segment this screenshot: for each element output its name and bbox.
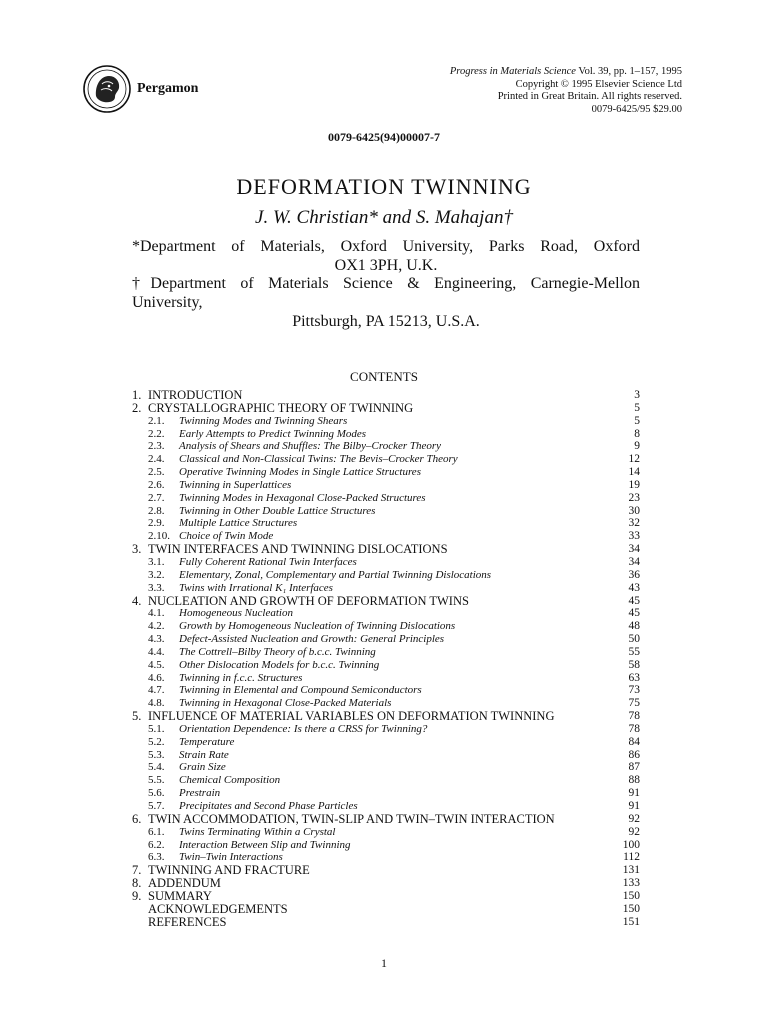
toc-entry-page: 84 (628, 735, 640, 748)
toc-entry-page: 33 (628, 530, 640, 543)
printed-line: Printed in Great Britain. All rights reserved. (497, 91, 682, 102)
toc-entry-number: 4.8. (148, 697, 165, 710)
toc-entry-page: 151 (622, 915, 640, 928)
table-of-contents (132, 389, 640, 928)
toc-entry-title: TWINNING AND FRACTURE (148, 863, 310, 878)
toc-entry-title: Elementary, Zonal, Complementary and Partial Twinning Dislocations (179, 568, 492, 581)
toc-entry-number: 5.1. (148, 722, 165, 735)
toc-entry-title: The Cottrell–Bilby Theory of b.c.c. Twinning (179, 645, 376, 658)
toc-entry-number: 3.3. (148, 581, 165, 594)
journal-details: Vol. 39, pp. 1–157, 1995 (578, 66, 682, 77)
toc-entry-number: 3. (132, 542, 142, 557)
toc-entry-page: 36 (628, 568, 640, 581)
toc-entry-title: Choice of Twin Mode (179, 530, 274, 543)
toc-entry (132, 479, 640, 492)
toc-entry-title: NUCLEATION AND GROWTH OF DEFORMATION TWINS (148, 593, 469, 608)
toc-entry-page: 19 (628, 478, 640, 491)
toc-entry-page: 14 (628, 466, 640, 479)
toc-entry (132, 646, 640, 659)
toc-entry-number: 6. (132, 811, 142, 826)
toc-entry-title: SUMMARY (148, 888, 212, 903)
toc-entry-page: 23 (628, 491, 640, 504)
toc-entry-title: Classical and Non-Classical Twins: The Bevis–Crocker Theory (179, 453, 458, 466)
toc-entry-number: 5.7. (148, 800, 165, 812)
toc-entry (132, 595, 640, 608)
toc-entry-page: 91 (628, 787, 640, 800)
toc-entry-number: 2.1. (148, 414, 165, 427)
toc-entry-number: 2.7. (148, 491, 165, 504)
toc-entry-page: 150 (622, 902, 640, 915)
toc-entry-title: Operative Twinning Modes in Single Lattice Structures (179, 466, 421, 479)
publisher-name: Pergamon (137, 81, 199, 96)
toc-entry-page: 43 (628, 581, 640, 594)
toc-entry-page: 63 (628, 671, 640, 684)
toc-entry-page: 86 (628, 748, 640, 761)
affiliation-oxford (132, 237, 640, 275)
pergamon-logo-icon (82, 64, 132, 114)
toc-entry-page: 30 (628, 504, 640, 517)
toc-entry (132, 415, 640, 428)
toc-entry (132, 582, 640, 595)
toc-entry-page: 50 (628, 633, 640, 646)
toc-entry-page: 5 (634, 414, 640, 427)
toc-entry-number: 4.3. (148, 633, 165, 646)
toc-entry (132, 839, 640, 852)
toc-entry-title: Twinning Modes and Twinning Shears (179, 414, 348, 427)
toc-entry-page: 75 (628, 697, 640, 710)
toc-entry-title: INTRODUCTION (148, 388, 243, 402)
toc-entry (132, 774, 640, 787)
toc-entry-title: Defect-Assisted Nucleation and Growth: General Principles (179, 633, 445, 646)
toc-entry-number: 5.3. (148, 748, 165, 761)
toc-entry-page: 91 (628, 800, 640, 812)
toc-entry (132, 453, 640, 466)
toc-entry-page: 131 (622, 864, 640, 877)
toc-entry (132, 877, 640, 890)
toc-entry-number: 3.1. (148, 555, 165, 568)
toc-entry (132, 607, 640, 620)
toc-entry (132, 659, 640, 672)
toc-entry-page: 34 (628, 543, 640, 556)
toc-entry-number: 2.2. (148, 427, 165, 440)
toc-entry (132, 723, 640, 736)
toc-entry-title: Strain Rate (179, 748, 229, 761)
toc-entry (132, 903, 640, 916)
authors: J. W. Christian* and S. Mahajan† (255, 207, 513, 228)
toc-entry-title: Early Attempts to Predict Twinning Modes (179, 427, 367, 440)
toc-entry-title: Twinning Modes in Hexagonal Close-Packed Structures (179, 491, 426, 504)
toc-entry-number: 6.1. (148, 825, 165, 838)
toc-entry-page: 100 (622, 838, 640, 851)
affiliation-line: †Department of Materials Science & Engineering, Carnegie-Mellon University, (132, 275, 640, 311)
toc-entry-number: 5.5. (148, 774, 165, 787)
toc-entry-title: Twins with Irrational K₁ Interfaces (179, 581, 333, 594)
toc-entry-page: 8 (634, 427, 640, 440)
toc-entry-title: Growth by Homogeneous Nucleation of Twinning Dislocations (179, 620, 456, 633)
toc-entry-title: Twinning in f.c.c. Structures (179, 671, 303, 684)
toc-entry-title: Other Dislocation Models for b.c.c. Twinning (179, 658, 380, 671)
toc-entry-title: INFLUENCE OF MATERIAL VARIABLES ON DEFORMATION TWINNING (148, 709, 555, 724)
toc-entry-page: 78 (628, 710, 640, 723)
toc-entry-title: Twin–Twin Interactions (179, 851, 283, 864)
toc-entry-title: Precipitates and Second Phase Particles (179, 800, 358, 812)
toc-entry-page: 45 (628, 607, 640, 620)
toc-entry (132, 505, 640, 518)
toc-entry-number: 7. (132, 863, 142, 878)
issn-price: 0079-6425/95 $29.00 (591, 103, 682, 115)
toc-entry-number: 6.2. (148, 838, 165, 851)
toc-entry-number: 3.2. (148, 568, 165, 581)
toc-entry (132, 389, 640, 402)
toc-entry-title: Analysis of Shears and Shuffles: The Bilby–Crocker Theory (179, 440, 442, 453)
contents-heading: CONTENTS (350, 369, 418, 384)
toc-entry (132, 492, 640, 505)
toc-entry-number: 4.5. (148, 658, 165, 671)
toc-entry-title: Twinning in Other Double Lattice Structures (179, 504, 376, 517)
toc-entry (132, 800, 640, 813)
toc-entry (132, 569, 640, 582)
toc-entry (132, 466, 640, 479)
toc-entry-number: 5.2. (148, 735, 165, 748)
affiliation-carnegie-mellon (132, 274, 640, 331)
toc-entry-page: 112 (623, 851, 640, 864)
toc-entry-number: 2.8. (148, 504, 165, 517)
toc-entry-number: 4. (132, 593, 142, 608)
toc-entry-number: 6.3. (148, 851, 165, 864)
toc-entry-number: 4.6. (148, 671, 165, 684)
toc-entry-title: Multiple Lattice Structures (179, 517, 298, 530)
toc-entry (132, 428, 640, 441)
toc-entry-page: 78 (628, 722, 640, 735)
toc-entry (132, 787, 640, 800)
toc-entry-page: 9 (634, 440, 640, 453)
toc-entry-number: 4.7. (148, 684, 165, 697)
toc-entry-number: 4.2. (148, 620, 165, 633)
toc-entry-title: TWIN INTERFACES AND TWINNING DISLOCATIONS (148, 542, 448, 557)
toc-entry-title: CRYSTALLOGRAPHIC THEORY OF TWINNING (148, 400, 414, 415)
toc-entry-number: 8. (132, 876, 142, 891)
affiliation-line: Pittsburgh, PA 15213, U.S.A. (292, 313, 480, 330)
paper-title: DEFORMATION TWINNING (236, 174, 532, 199)
toc-entry-title: TWIN ACCOMMODATION, TWIN-SLIP AND TWIN–TWIN INTERACTION (148, 811, 555, 826)
toc-entry-page: 5 (634, 401, 640, 414)
toc-entry-title: Temperature (179, 735, 235, 748)
toc-entry-number: 4.4. (148, 645, 165, 658)
toc-entry-number: 2.4. (148, 453, 165, 466)
toc-entry-title: Fully Coherent Rational Twin Interfaces (179, 555, 357, 568)
toc-entry-title: Twins Terminating Within a Crystal (179, 825, 336, 838)
toc-entry-page: 55 (628, 645, 640, 658)
toc-entry (132, 826, 640, 839)
toc-entry (132, 813, 640, 826)
toc-entry-number: 2.6. (148, 478, 165, 491)
toc-entry-page: 92 (628, 812, 640, 825)
toc-entry (132, 543, 640, 556)
journal-name: Progress in Materials Science (449, 66, 576, 77)
toc-entry-number: 9. (132, 888, 142, 903)
toc-entry-title: ADDENDUM (148, 876, 221, 891)
affiliation-line: *Department of Materials, Oxford University, Parks Road, Oxford (132, 238, 640, 255)
toc-entry-title: Twinning in Hexagonal Close-Packed Materials (179, 697, 392, 710)
toc-entry-title: Grain Size (179, 761, 226, 774)
toc-entry-number: 2.9. (148, 517, 165, 530)
copyright-line: Copyright © 1995 Elsevier Science Ltd (515, 78, 682, 90)
toc-entry (132, 672, 640, 685)
toc-entry-page: 12 (628, 453, 640, 466)
toc-entry-title: ACKNOWLEDGEMENTS (148, 901, 288, 916)
toc-entry (132, 556, 640, 569)
toc-entry (132, 916, 640, 929)
toc-entry-page: 88 (628, 774, 640, 787)
toc-entry-title: Twinning in Superlattices (179, 478, 292, 491)
toc-entry-number: 2. (132, 400, 142, 415)
toc-entry-page: 58 (628, 658, 640, 671)
toc-entry-page: 73 (628, 684, 640, 697)
toc-entry-number: 1. (132, 388, 142, 402)
toc-entry (132, 620, 640, 633)
toc-entry-page: 32 (628, 517, 640, 530)
toc-entry-page: 92 (628, 825, 640, 838)
toc-entry (132, 402, 640, 415)
toc-entry (132, 736, 640, 749)
toc-entry (132, 761, 640, 774)
toc-entry-number: 2.5. (148, 466, 165, 479)
toc-entry (132, 710, 640, 723)
toc-entry-title: Chemical Composition (179, 774, 281, 787)
toc-entry (132, 633, 640, 646)
toc-entry (132, 440, 640, 453)
toc-entry-title: Orientation Dependence: Is there a CRSS for Twinning? (179, 722, 428, 735)
toc-entry-title: Interaction Between Slip and Twinning (179, 838, 351, 851)
toc-entry-title: Homogeneous Nucleation (179, 607, 293, 620)
toc-entry (132, 890, 640, 903)
toc-entry (132, 749, 640, 762)
toc-entry-title: Twinning in Elemental and Compound Semiconductors (179, 684, 422, 697)
toc-entry-page: 133 (622, 877, 640, 890)
toc-entry-number: 5.6. (148, 787, 165, 800)
toc-entry-page: 34 (628, 555, 640, 568)
toc-entry (132, 684, 640, 697)
toc-entry-title: REFERENCES (148, 914, 227, 929)
doi: 0079-6425(94)00007-7 (328, 130, 440, 144)
toc-entry-number: 4.1. (148, 607, 165, 620)
journal-info (450, 66, 682, 116)
toc-entry-number: 2.10. (148, 530, 170, 543)
toc-entry (132, 517, 640, 530)
toc-entry-page: 3 (634, 389, 640, 401)
toc-entry-page: 45 (628, 594, 640, 607)
toc-entry-page: 150 (622, 889, 640, 902)
toc-entry-number: 5. (132, 709, 142, 724)
affiliation-line: OX1 3PH, U.K. (334, 257, 438, 274)
toc-entry-number: 5.4. (148, 761, 165, 774)
toc-entry-title: Prestrain (179, 787, 221, 800)
page-number: 1 (381, 956, 387, 970)
toc-entry-number: 2.3. (148, 440, 165, 453)
toc-entry-page: 48 (628, 620, 640, 633)
toc-entry-page: 87 (628, 761, 640, 774)
